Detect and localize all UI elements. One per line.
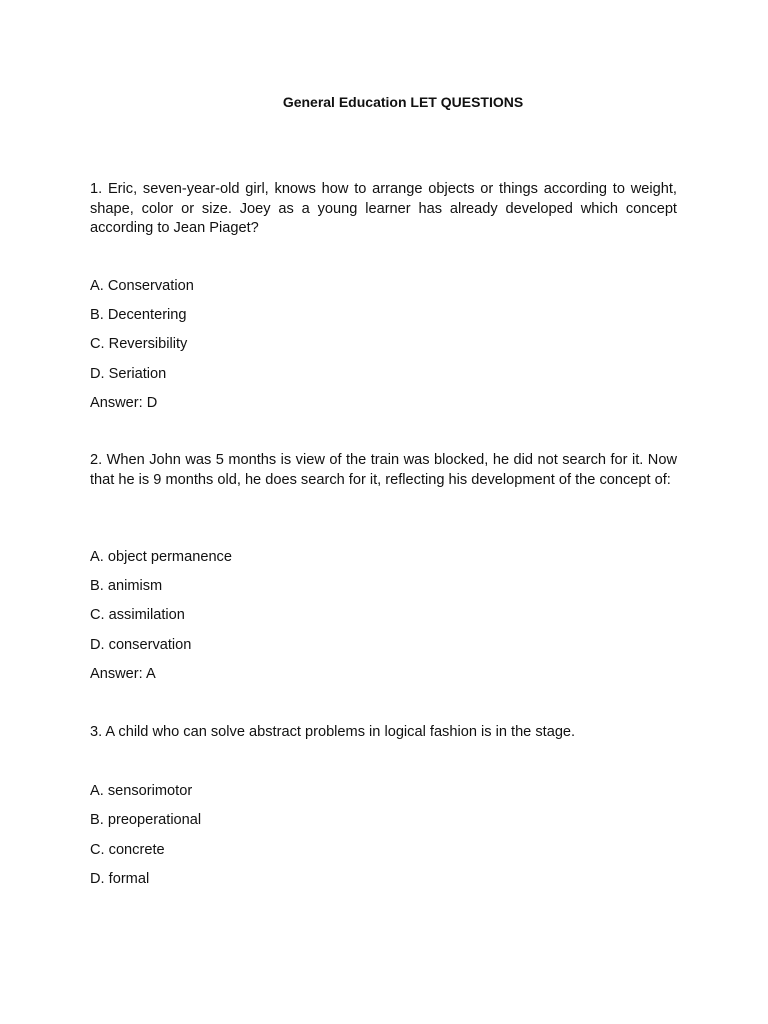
question-2-option-c: C. assimilation — [90, 607, 185, 623]
question-2-option-b: B. animism — [90, 578, 163, 594]
question-2-text: 2. When John was 5 months is view of the train was blocked, he did not search for it. Now that he is 9 months old, he does search for it, reflecting his development of the concept of: — [90, 452, 677, 488]
question-3-option-d: D. formal — [90, 871, 150, 887]
page-title: General Education LET QUESTIONS — [282, 94, 524, 110]
question-1-option-d: D. Seriation — [90, 366, 167, 382]
question-3-text: 3. A child who can solve abstract problems in logical fashion is in the stage. — [90, 724, 576, 740]
question-1-option-c: C. Reversibility — [90, 336, 188, 352]
question-1-text: 1. Eric, seven-year-old girl, knows how to arrange objects or things according to weight, shape, color or size. Joey as a young learner has already developed which concept according to Jean Piaget? — [90, 181, 677, 236]
question-3-option-a: A. sensorimotor — [90, 783, 193, 799]
question-2-option-a: A. object permanence — [90, 549, 232, 565]
question-1-answer: Answer: D — [90, 395, 158, 411]
question-3-option-c: C. concrete — [90, 842, 165, 858]
question-2-answer: Answer: A — [90, 666, 156, 682]
question-1-option-b: B. Decentering — [90, 307, 187, 323]
question-1-option-a: A. Conservation — [90, 278, 194, 294]
question-2-option-d: D. conservation — [90, 637, 192, 653]
question-3-option-b: B. preoperational — [90, 812, 202, 828]
